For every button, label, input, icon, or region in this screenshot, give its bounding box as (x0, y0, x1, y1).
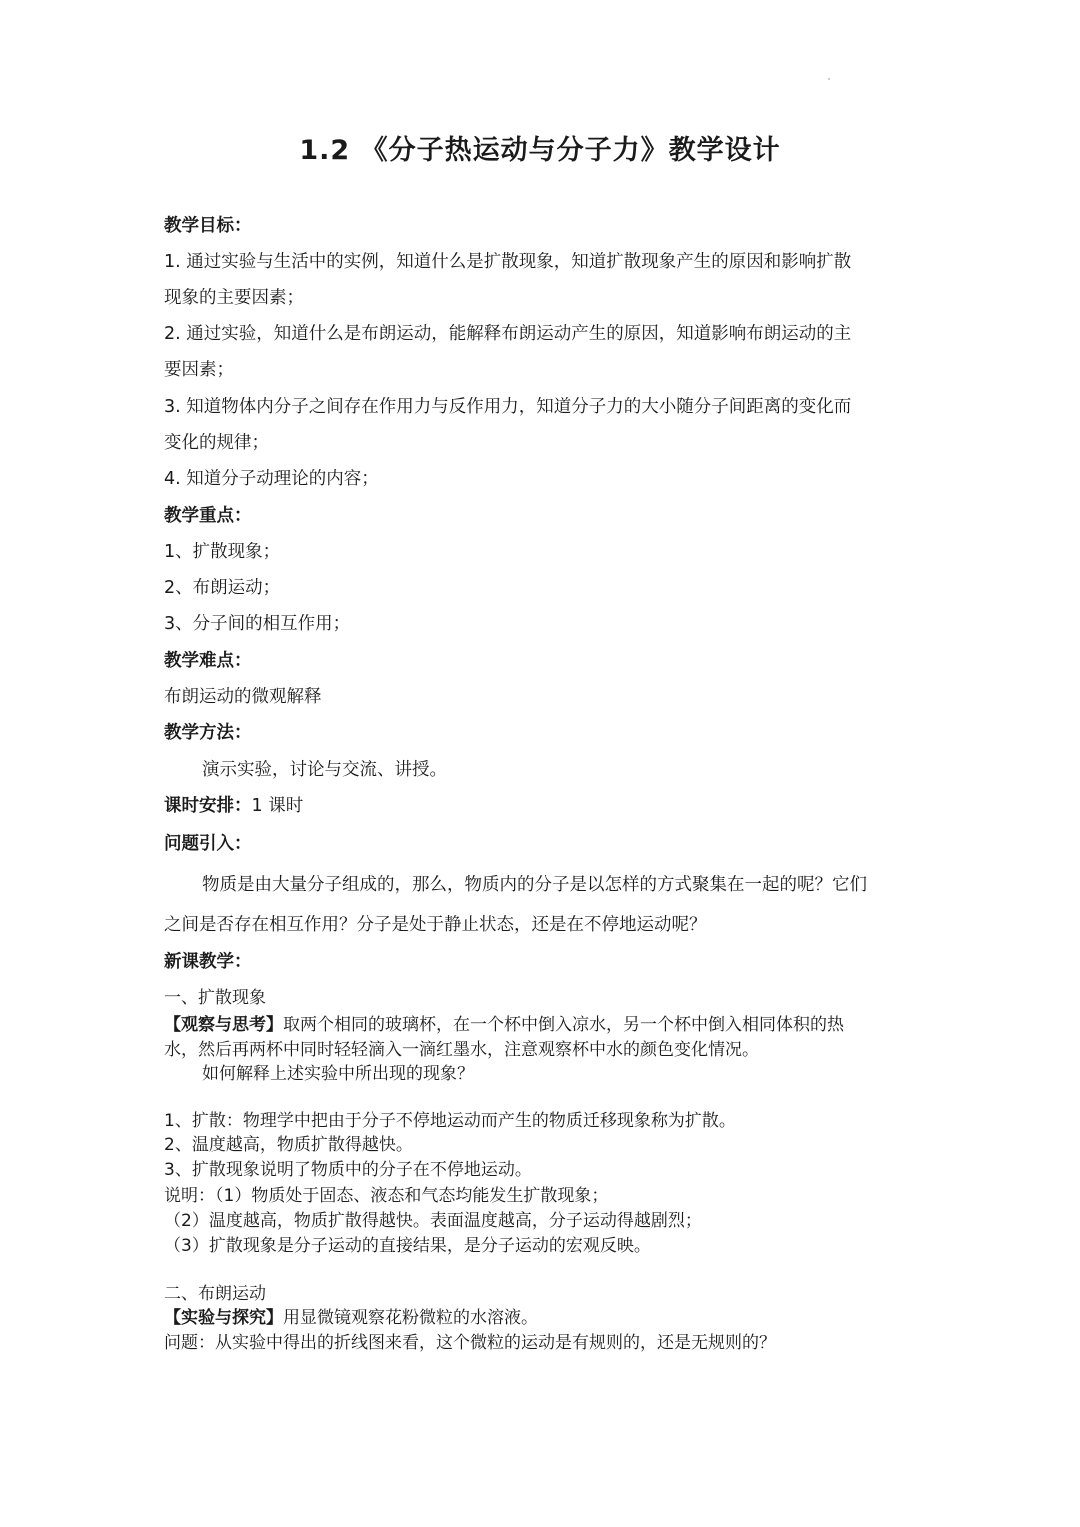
new-lesson-heading: 新课教学： (164, 952, 252, 972)
key-point-1: 1、扩散现象； (164, 542, 281, 562)
experiment-text: 用显微镜观察花粉微粒的水溶液。 (283, 1308, 538, 1328)
key-points-heading: 教学重点： (164, 506, 252, 526)
diffusion-point-2: 2、温度越高，物质扩散得越快。 (164, 1135, 413, 1155)
section2-question: 问题：从实验中得出的折线图来看，这个微粒的运动是有规则的，还是无规则的？ (164, 1333, 776, 1353)
section1-title: 一、扩散现象 (164, 988, 266, 1008)
schedule-text: 1 课时 (251, 796, 304, 816)
note-3: （3）扩散现象是分子运动的直接结果，是分子运动的宏观反映。 (164, 1236, 651, 1256)
objective-2-line-1: 2. 通过实验，知道什么是布朗运动，能解释布朗运动产生的原因，知道影响布朗运动的主 (164, 324, 852, 344)
observe-text-1: 取两个相同的玻璃杯，在一个杯中倒入凉水，另一个杯中倒入相同体积的热 (283, 1015, 844, 1035)
observe-label: 【观察与思考】 (164, 1015, 283, 1035)
note-1: 说明：（1）物质处于固态、液态和气态均能发生扩散现象； (164, 1186, 609, 1206)
observe-line-1 (164, 1013, 924, 1037)
objective-1-line-1: 1. 通过实验与生活中的实例，知道什么是扩散现象，知道扩散现象产生的原因和影响扩散 (164, 252, 852, 272)
diffusion-point-3: 3、扩散现象说明了物质中的分子在不停地运动。 (164, 1160, 532, 1180)
diffusion-point-1: 1、扩散：物理学中把由于分子不停地运动而产生的物质迁移现象称为扩散。 (164, 1111, 736, 1131)
experiment-label: 【实验与探究】 (164, 1308, 283, 1328)
key-point-2: 2、布朗运动； (164, 578, 281, 598)
speck (828, 78, 830, 80)
document-title: 1.2 《分子热运动与分子力》教学设计 (299, 135, 781, 166)
objective-4: 4. 知道分子动理论的内容； (164, 469, 379, 489)
section1-question: 如何解释上述实验中所出现的现象？ (202, 1064, 474, 1084)
experiment-line (164, 1306, 924, 1330)
section2-title: 二、布朗运动 (164, 1284, 266, 1304)
objective-1-line-2: 现象的主要因素； (164, 288, 304, 308)
difficulty-heading: 教学难点： (164, 651, 252, 671)
schedule-line (164, 794, 924, 818)
difficulty-text: 布朗运动的微观解释 (164, 687, 322, 707)
intro-line-1: 物质是由大量分子组成的，那么，物质内的分子是以怎样的方式聚集在一起的呢？它们 (202, 875, 867, 895)
objective-3-line-2: 变化的规律； (164, 433, 269, 453)
schedule-heading: 课时安排： (164, 796, 252, 816)
method-text: 演示实验，讨论与交流、讲授。 (202, 760, 447, 780)
key-point-3: 3、分子间的相互作用； (164, 614, 351, 634)
note-2: （2）温度越高，物质扩散得越快。表面温度越高，分子运动得越剧烈； (164, 1211, 702, 1231)
intro-heading: 问题引入： (164, 834, 252, 854)
observe-line-2: 水，然后再两杯中同时轻轻滴入一滴红墨水，注意观察杯中水的颜色变化情况。 (164, 1040, 759, 1060)
objective-2-line-2: 要因素； (164, 360, 234, 380)
intro-line-2: 之间是否存在相互作用？分子是处于静止状态，还是在不停地运动呢？ (164, 915, 707, 935)
objectives-heading: 教学目标： (164, 216, 252, 236)
objective-3-line-1: 3. 知道物体内分子之间存在作用力与反作用力，知道分子力的大小随分子间距离的变化而 (164, 397, 852, 417)
method-heading: 教学方法： (164, 723, 252, 743)
